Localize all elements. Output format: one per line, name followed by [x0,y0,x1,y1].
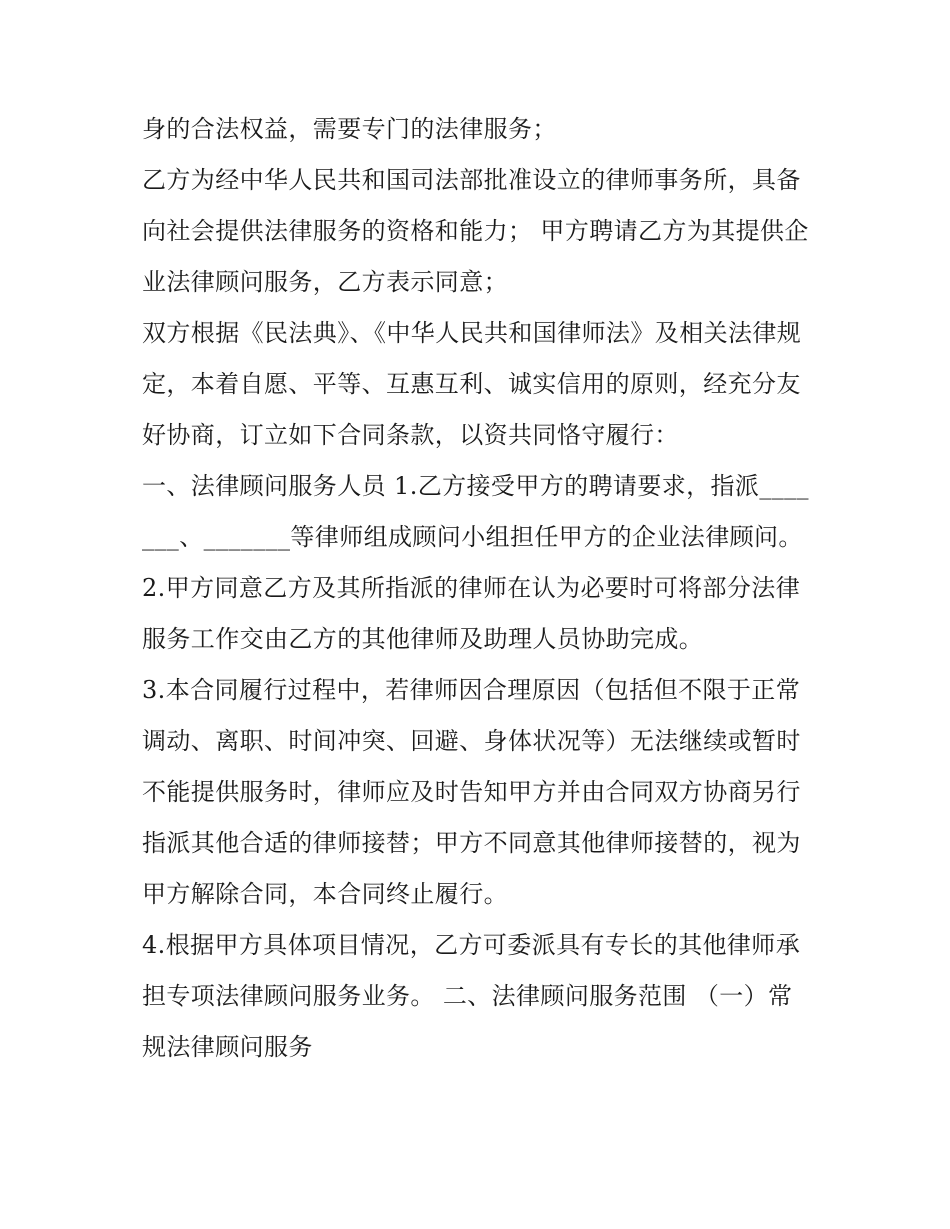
paragraph-legal-interest: 身的合法权益，需要专门的法律服务； [142,115,557,143]
paragraph-section-1-item-1: 一、法律顾问服务人员 1.乙方接受甲方的聘请要求，指派_______、_______等律师组成顾问小组担任甲方的企业法律顾问。 [142,472,809,551]
paragraph-item-4-section-2: 4.根据甲方具体项目情况，乙方可委派具有专长的其他律师承担专项法律顾问服务业务。 二、法律顾问服务范围 （一）常规法律顾问服务 [142,931,801,1061]
paragraph-item-3: 3.本合同履行过程中，若律师因合理原因（包括但不限于正常调动、离职、时间冲突、回避、身体状况等）无法继续或暂时不能提供服务时，律师应及时告知甲方并由合同双方协商另行指派其他合适的律师接替；甲方不同意其他律师接替的，视为甲方解除合同，本合同终止履行。 [142,676,801,908]
document-body [142,104,814,1073]
paragraph-party-b-qualification: 乙方为经中华人民共和国司法部批准设立的律师事务所，具备向社会提供法律服务的资格和能力； 甲方聘请乙方为其提供企业法律顾问服务，乙方表示同意； [142,166,809,296]
paragraph-legal-basis: 双方根据《民法典》、《中华人民共和国律师法》及相关法律规定，本着自愿、平等、互惠互利、诚实信用的原则，经充分友好协商，订立如下合同条款，以资共同恪守履行： [142,319,802,449]
paragraph-item-2: 2.甲方同意乙方及其所指派的律师在认为必要时可将部分法律服务工作交由乙方的其他律师及助理人员协助完成。 [142,574,801,653]
